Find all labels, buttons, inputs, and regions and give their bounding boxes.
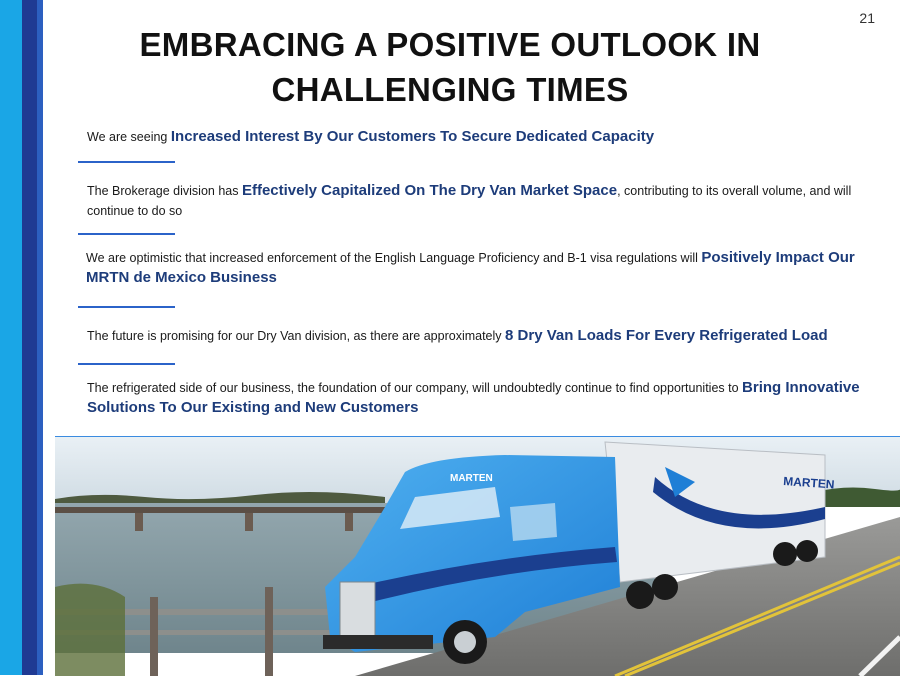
bullet-3 (86, 248, 876, 288)
bullet-1-text: We are seeing (87, 130, 171, 144)
divider-2 (78, 233, 175, 235)
bullet-3-highlight: Positively Impact Our MRTN de Mexico Business (86, 249, 855, 286)
divider-4 (78, 363, 175, 365)
bullet-2 (87, 181, 877, 221)
truck-photo (55, 436, 900, 676)
bullet-3-text: We are optimistic that increased enforcement of the English Language Proficiency and B-1 visa regulations will (86, 251, 702, 265)
bullet-5-highlight: Bring Innovative Solutions To Our Existing and New Customers (87, 379, 860, 416)
page-number: 21 (859, 10, 875, 26)
bullet-5-text: The refrigerated side of our business, the foundation of our company, will undoubtedly continue to find opportunities to (87, 381, 743, 395)
bullet-1-highlight: Increased Interest By Our Customers To Secure Dedicated Capacity (170, 128, 655, 145)
bullet-4-text: The future is promising for our Dry Van division, as there are approximately (87, 329, 506, 343)
trailer-logo: MARTEN (782, 474, 835, 492)
left-accent-bar-light (0, 0, 22, 675)
bullet-4 (87, 326, 877, 346)
slide-title (60, 22, 840, 112)
title-line-1: EMBRACING A POSITIVE OUTLOOK IN (139, 26, 761, 63)
truck-illustration (55, 437, 900, 676)
divider-3 (78, 306, 175, 308)
left-accent-bar-thin (37, 0, 43, 675)
bullet-1 (87, 127, 877, 147)
cab-logo: MARTEN (450, 473, 493, 484)
grille (340, 582, 375, 637)
divider-1 (78, 161, 175, 163)
title-line-2: CHALLENGING TIMES (271, 71, 629, 108)
far-bridge-deck (55, 507, 395, 513)
bullet-2-text: The Brokerage division has (87, 184, 242, 198)
bullet-4-highlight: 8 Dry Van Loads For Every Refrigerated Load (505, 327, 828, 344)
bullet-2-highlight: Effectively Capitalized On The Dry Van Market Space (241, 182, 618, 199)
bullet-5 (87, 378, 877, 418)
left-accent-bar-dark (22, 0, 37, 675)
bullet-2-text-end: , contributing to its overall volume, and will continue to do so (87, 184, 852, 218)
